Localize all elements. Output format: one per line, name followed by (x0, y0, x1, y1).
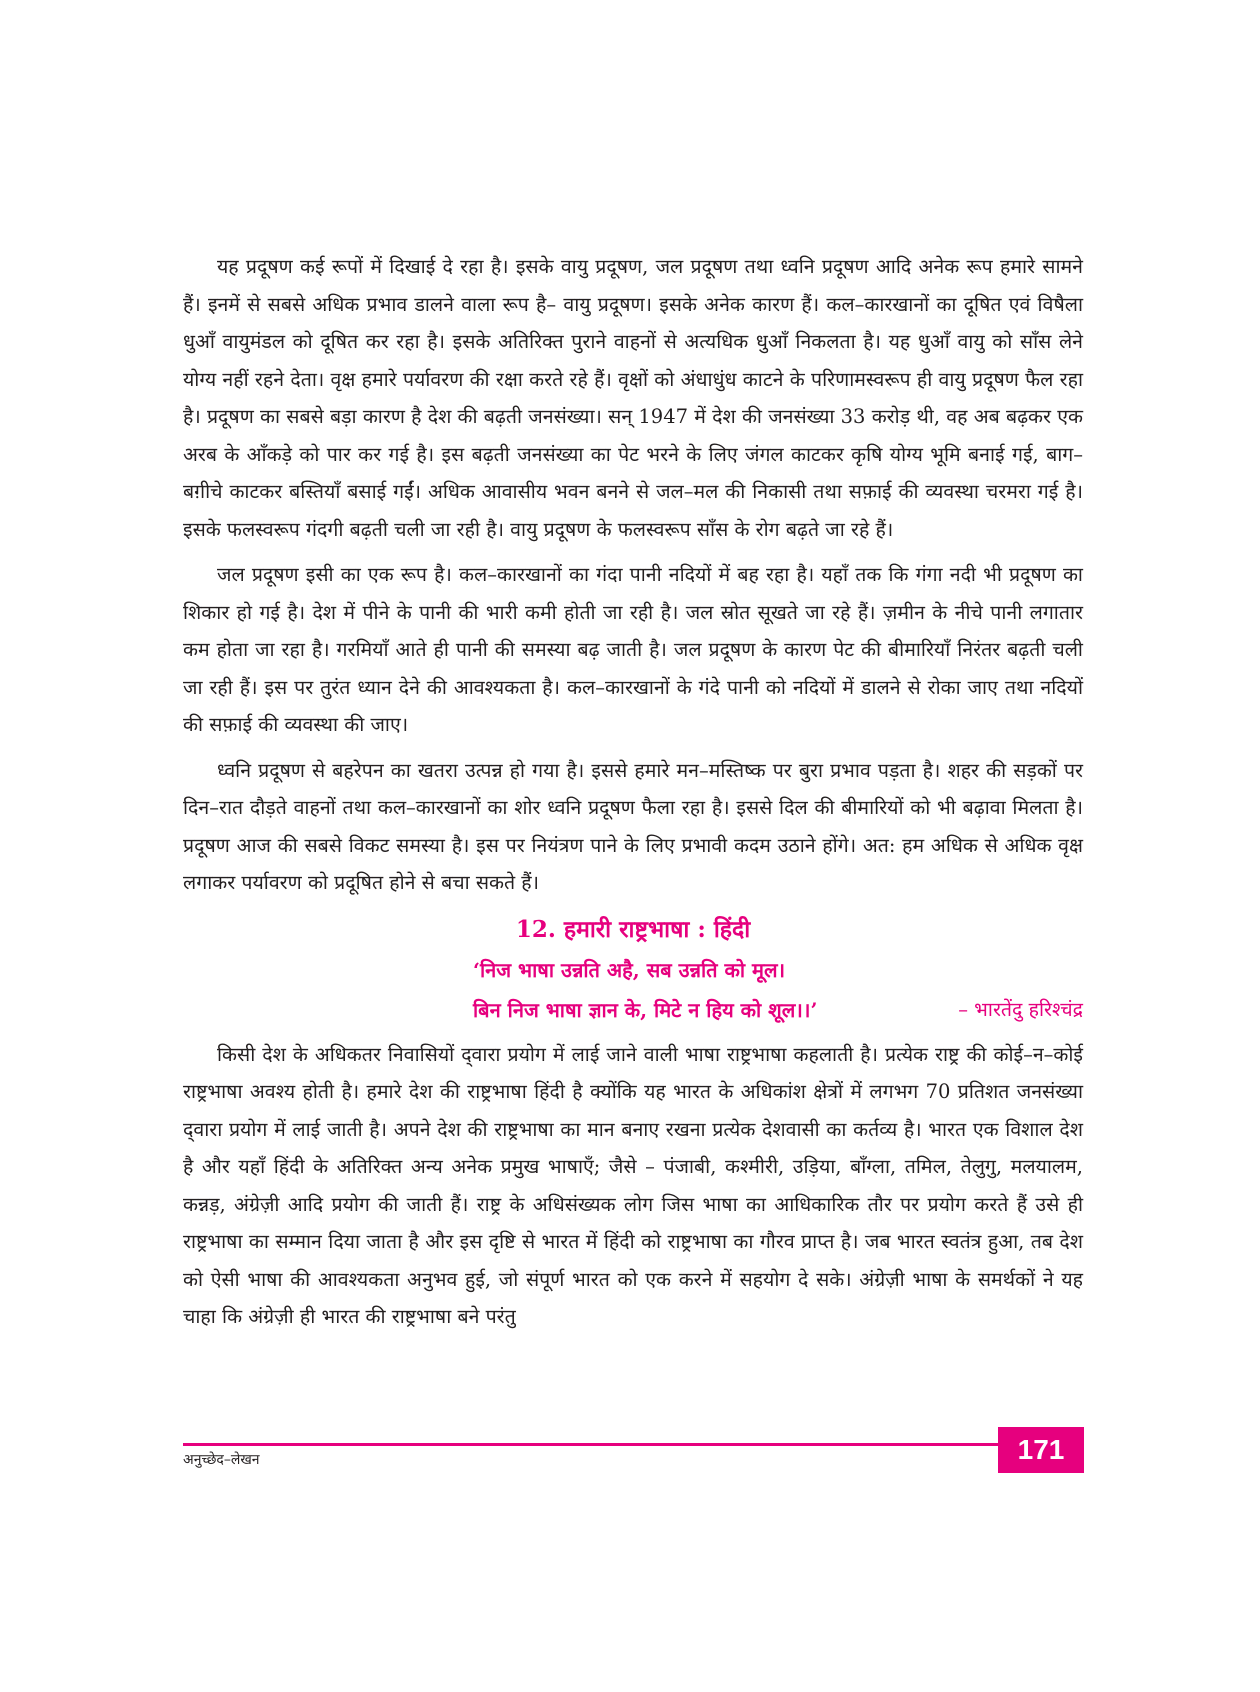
page-body (183, 248, 1083, 1344)
paragraph-water-pollution: जल प्रदूषण इसी का एक रूप है। कल–कारखानों का गंदा पानी नदियों में बह रहा है। यहाँ तक कि गंगा नदी भी प्रदूषण का शिकार हो गई है। देश में पीने के पानी की भारी कमी होती जा रही है। जल स्रोत सूखते जा रहे हैं। ज़मीन के नीचे पानी लगातार कम होता जा रहा है। गरमियाँ आते ही पानी की समस्या बढ़ जाती है। जल प्रदूषण के कारण पेट की बीमारियाँ निरंतर बढ़ती चली जा रही हैं। इस पर तुरंत ध्यान देने की आवश्यकता है। कल–कारखानों के गंदे पानी को नदियों में डालने से रोका जाए तथा नदियों की सफ़ाई की व्यवस्था की जाए। (183, 563, 1083, 736)
couplet-line-1: ‘निज भाषा उन्नति अहै, सब उन्नति को मूल। (473, 957, 786, 982)
couplet (183, 950, 1083, 1030)
page-number: 171 (998, 1427, 1084, 1473)
couplet-attribution: – भारतेंदु हरिश्चंद्र (958, 997, 1083, 1021)
paragraph-national-language: किसी देश के अधिकतर निवासियों द्‌वारा प्रयोग में लाई जाने वाली भाषा राष्ट्रभाषा कहलाती है। प्रत्येक राष्ट्र की कोई–न–कोई राष्ट्रभाषा अवश्य होती है। हमारे देश की राष्ट्रभाषा हिंदी है क्योंकि यह भारत के अधिकांश क्षेत्रों में लगभग 70 प्रतिशत जनसंख्या द्‌वारा प्रयोग में लाई जाती है। अपने देश की राष्ट्रभाषा का मान बनाए रखना प्रत्येक देशवासी का कर्तव्य है। भारत एक विशाल देश है और यहाँ हिंदी के अतिरिक्त अन्य अनेक प्रमुख भाषाएँ; जैसे – पंजाबी, कश्मीरी, उड़िया, बाँग्ला, तमिल, तेलुगु, मलयालम, कन्नड़, अंग्रेज़ी आदि प्रयोग की जाती हैं। राष्ट्र के अधिसंख्यक लोग जिस भाषा का आधिकारिक तौर पर प्रयोग करते हैं उसे ही राष्ट्रभाषा का सम्मान दिया जाता है और इस दृष्टि से भारत में हिंदी को राष्ट्रभाषा का गौरव प्राप्त है। जब भारत स्वतंत्र हुआ, तब देश को ऐसी भाषा की आवश्यकता अनुभव हुई, जो संपूर्ण भारत को एक करने में सहयोग दे सके। अंग्रेज़ी भाषा के समर्थकों ने यह चाहा कि अंग्रेज़ी ही भारत की राष्ट्रभाषा बने परंतु (183, 1042, 1083, 1328)
couplet-line-2: बिन निज भाषा ज्ञान के, मिटे न हिय को शूल।।’ (473, 997, 818, 1022)
paragraph-noise-pollution: ध्वनि प्रदूषण से बहरेपन का खतरा उत्पन्न हो गया है। इससे हमारे मन–मस्तिष्क पर बुरा प्रभाव पड़ता है। शहर की सड़कों पर दिन–रात दौड़ते वाहनों तथा कल–कारखानों का शोर ध्वनि प्रदूषण फैला रहा है। इससे दिल की बीमारियों को भी बढ़ावा मिलता है। प्रदूषण आज की सबसे विकट समस्या है। इस पर नियंत्रण पाने के लिए प्रभावी कदम उठाने होंगे। अत: हम अधिक से अधिक वृक्ष लगाकर पर्यावरण को प्रदूषित होने से बचा सकते हैं। (183, 758, 1083, 894)
footer-divider (183, 1443, 1001, 1446)
footer-section-label: अनुच्छेद–लेखन (183, 1452, 260, 1468)
paragraph-air-pollution: यह प्रदूषण कई रूपों में दिखाई दे रहा है। इसके वायु प्रदूषण, जल प्रदूषण तथा ध्वनि प्रदूषण आदि अनेक रूप हमारे सामने हैं। इनमें से सबसे अधिक प्रभाव डालने वाला रूप है– वायु प्रदूषण। इसके अनेक कारण हैं। कल–कारखानों का दूषित एवं विषैला धुआँ वायुमंडल को दूषित कर रहा है। इसके अतिरिक्त पुराने वाहनों से अत्यधिक धुआँ निकलता है। यह धुआँ वायु को साँस लेने योग्य नहीं रहने देता। वृक्ष हमारे पर्यावरण की रक्षा करते रहे हैं। वृक्षों को अंधाधुंध काटने के परिणामस्वरूप ही वायु प्रदूषण फैल रहा है। प्रदूषण का सबसे बड़ा कारण है देश की बढ़ती जनसंख्या। सन् 1947 में देश की जनसंख्या 33 करोड़ थी, वह अब बढ़कर एक अरब के आँकड़े को पार कर गई है। इस बढ़ती जनसंख्या का पेट भरने के लिए जंगल काटकर कृषि योग्य भूमि बनाई गई, बाग–बग़ीचे काटकर बस्तियाँ बसाई गईं। अधिक आवासीय भवन बनने से जल–मल की निकासी तथा सफ़ाई की व्यवस्था चरमरा गई है। इसके फलस्वरूप गंदगी बढ़ती चली जा रही है। वायु प्रदूषण के फलस्वरूप साँस के रोग बढ़ते जा रहे हैं। (183, 255, 1083, 541)
section-heading: 12. हमारी राष्ट्रभाषा : हिंदी (515, 915, 751, 943)
couplet-line-2-wrapper (183, 990, 1083, 1030)
